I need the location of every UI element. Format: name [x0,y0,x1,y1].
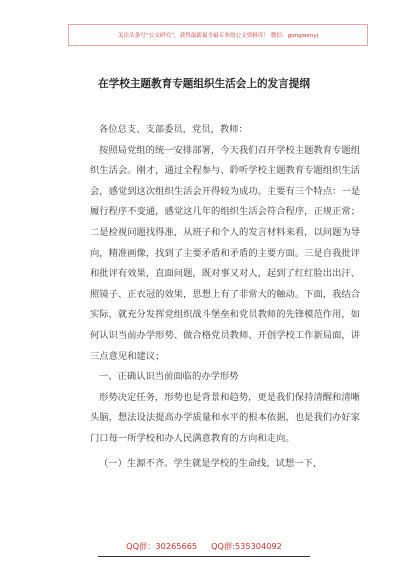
document-body [90,120,360,474]
subheading-1: （一）生源不齐。学生就是学校的生命线，试想一下， [99,457,323,469]
document-title: 在学校主题教育专题组织生活会上的发言提纲 [98,78,310,90]
paragraph-2: 形势决定任务，形势也是背景和趋势，更是我们保持清醒和清晰头脑，想法设法提高办学质量和水平的根本依据，也是我们办好家门口每一所学校和办人民满意教育的方向和走向。 [90,391,360,444]
footer-qq-group-1: QQ群：30265665 [126,541,198,551]
banner-text: 关注头条号“公文研究”，获得最新最全最专业的公文资料库！ 微信：gongwenyj [117,33,319,39]
paragraph-1: 按照局党组的统一安排部署，今天我们召开学校主题教育专题组织生活会。刚才，通过全程参与、聆听学校主题教育专题组织生活会，感觉到这次组织生活会开得较为成功。主要有三个特点：一是履行程序不变通，感觉这几年的组织生活会符合程序，正规正常；二是检视问题找得准，从班子和个人的发言材料来看，以问题为导向，精准画像，找到了主要矛盾和矛盾的主要方面。三是自我批评和批评有效果，直面问题，既对事又对人，起到了红红脸出出汗、照镜子、正衣冠的效果，思想上有了非常大的触动。下面，我结合实际，就充分发挥党组织战斗堡垒和党员教师的先锋模范作用，如何认识当前办学形势、做合格党员教师、开创学校工作新局面，讲三点意见和建议； [90,144,360,362]
footer-underline [98,556,310,557]
salutation: 各位总支、支部委员，党员，教师： [99,124,248,135]
footer [0,541,408,552]
section-heading-1: 一、正确认识当前面临的办学形势 [99,371,239,383]
footer-qq-group-2: QQ群:535304092 [211,541,282,551]
header-banner [68,24,368,46]
